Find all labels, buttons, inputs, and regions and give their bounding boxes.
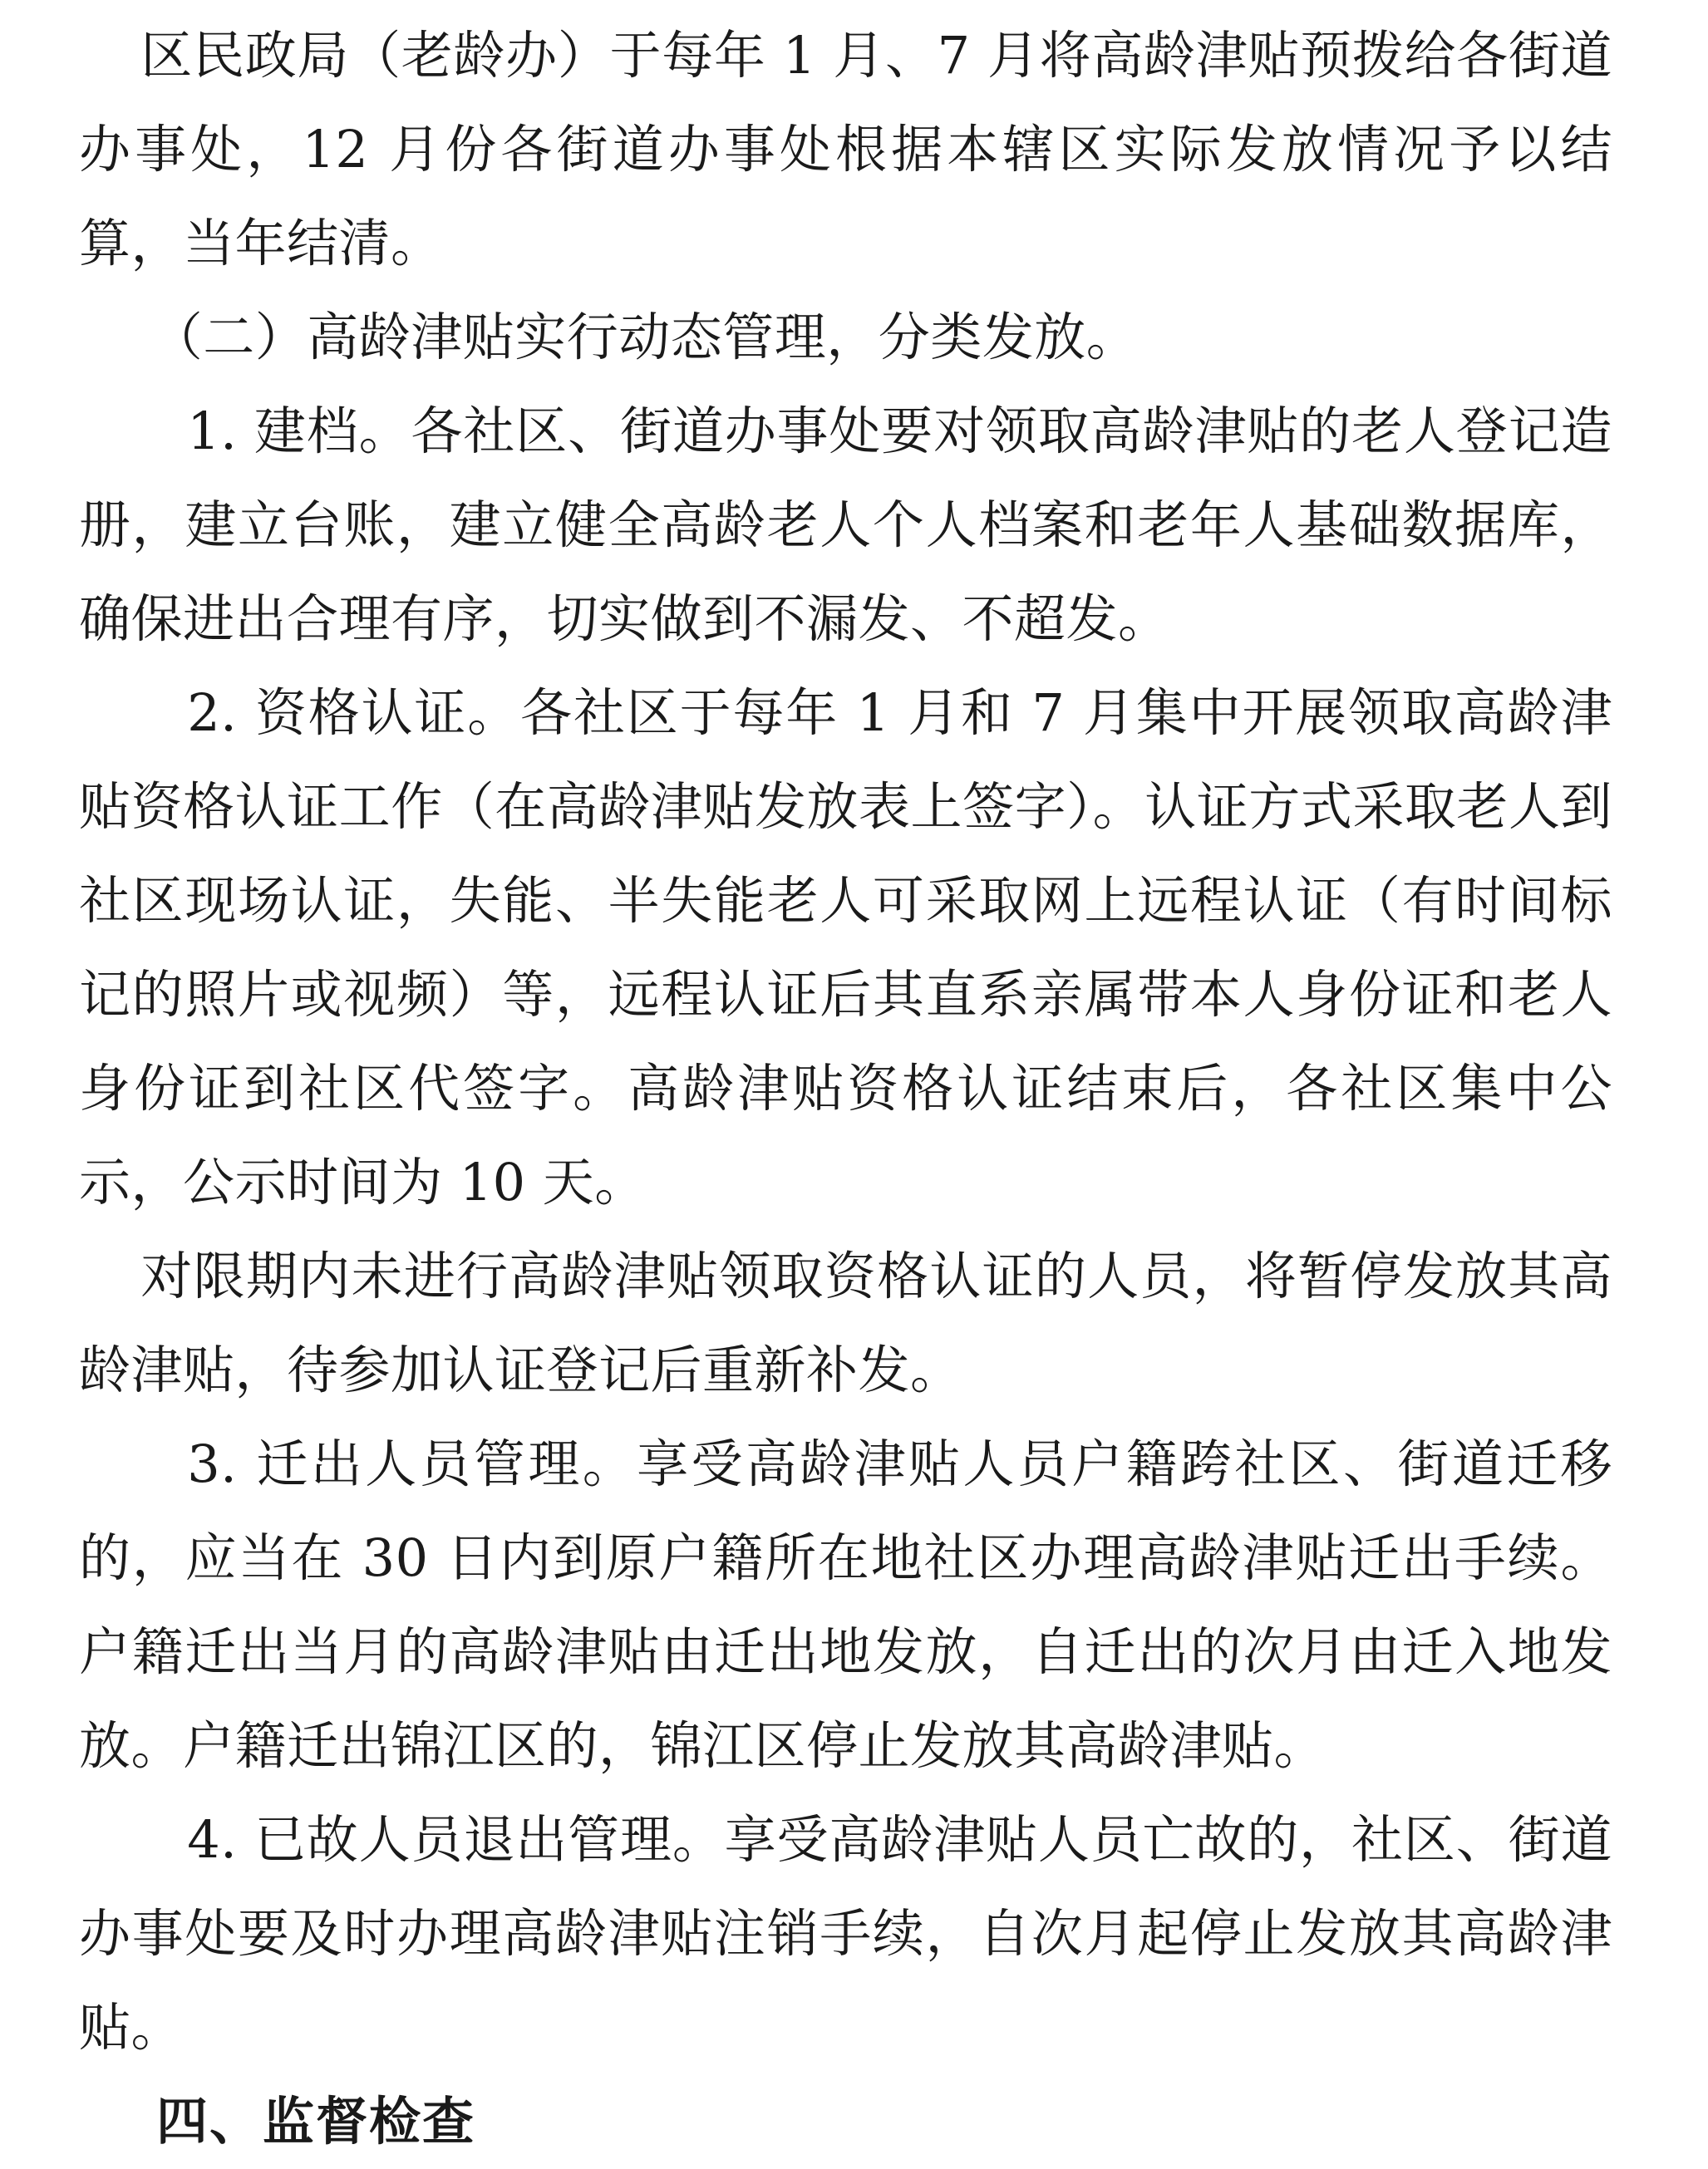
paragraph-filing: 1. 建档。各社区、街道办事处要对领取高龄津贴的老人登记造册，建立台账，建立健全高龄老人个人档案和老年人基础数据库，确保进出合理有序，切实做到不漏发、不超发。 <box>79 401 1612 649</box>
paragraph-suspension-notice: 对限期内未进行高龄津贴领取资格认证的人员，将暂停发放其高龄津贴，待参加认证登记后重新补发。 <box>79 1246 1612 1400</box>
paragraph-migration-management: 3. 迁出人员管理。享受高龄津贴人员户籍跨社区、街道迁移的，应当在 30 日内到原户籍所在地社区办理高龄津贴迁出手续。户籍迁出当月的高龄津贴由迁出地发放，自迁出的次月由迁入地发放。户籍迁出锦江区的，锦江区停止发放其高龄津贴。 <box>79 1434 1612 1776</box>
document-body <box>79 8 1612 2168</box>
section-heading-supervision: 四、监督检查 <box>156 2091 476 2152</box>
paragraph-fund-allocation: 区民政局（老龄办）于每年 1 月、7 月将高龄津贴预拨给各街道办事处，12 月份各街道办事处根据本辖区实际发放情况予以结算，当年结清。 <box>79 25 1612 273</box>
subsection-heading-dynamic-management: （二）高龄津贴实行动态管理，分类发放。 <box>150 307 1139 367</box>
paragraph-deceased-management: 4. 已故人员退出管理。享受高龄津贴人员亡故的，社区、街道办事处要及时办理高龄津贴注销手续，自次月起停止发放其高龄津贴。 <box>79 1809 1612 2058</box>
paragraph-qualification-certification: 2. 资格认证。各社区于每年 1 月和 7 月集中开展领取高龄津贴资格认证工作（在高龄津贴发放表上签字）。认证方式采取老人到社区现场认证，失能、半失能老人可采取网上远程认证（有时间标记的照片或视频）等，远程认证后其直系亲属带本人身份证和老人身份证到社区代签字。高龄津贴资格认证结束后，各社区集中公示，公示时间为 10 天。 <box>79 682 1612 1212</box>
